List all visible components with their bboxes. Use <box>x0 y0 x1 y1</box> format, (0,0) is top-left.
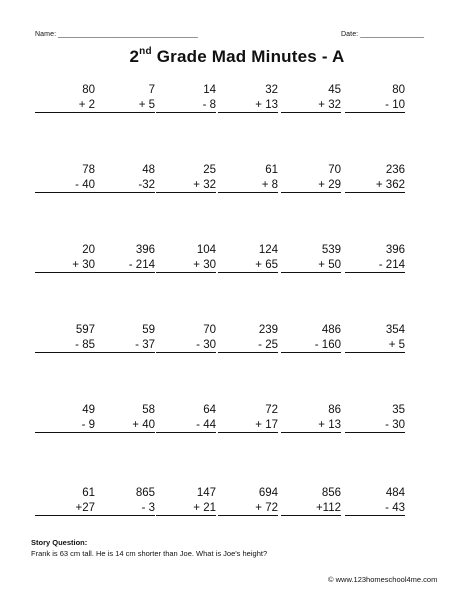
problem-bottom-operand: - 30 <box>345 418 405 434</box>
math-problem <box>281 403 341 433</box>
problem-top-number: 58 <box>142 404 155 416</box>
problem-top-number: 236 <box>385 164 405 176</box>
problem-top-number: 86 <box>328 404 341 416</box>
problem-top-number: 865 <box>135 487 155 499</box>
problem-bottom-operand: + 362 <box>345 178 405 194</box>
problem-bottom-operand: + 2 <box>35 98 95 114</box>
problem-bottom-operand: + 30 <box>156 258 216 274</box>
math-problem <box>35 403 95 433</box>
problem-top-number: 856 <box>321 487 341 499</box>
problem-top-number: 104 <box>196 244 216 256</box>
problem-bottom-operand: + 21 <box>156 501 216 517</box>
problem-bottom-operand: + 32 <box>156 178 216 194</box>
math-problem <box>35 486 95 516</box>
problem-bottom-operand: + 32 <box>281 98 341 114</box>
title-rest: Grade Mad Minutes - A <box>151 47 345 66</box>
problem-bottom-operand: - 40 <box>35 178 95 194</box>
math-problem <box>281 323 341 353</box>
problem-bottom-operand: + 8 <box>218 178 278 194</box>
problem-top-number: 48 <box>142 164 155 176</box>
math-problem <box>156 163 216 193</box>
problem-top-number: 239 <box>258 324 278 336</box>
problem-top-number: 49 <box>82 404 95 416</box>
problem-bottom-operand: - 3 <box>95 501 155 517</box>
math-problem <box>95 243 155 273</box>
story-label: Story Question: <box>31 538 88 547</box>
problem-top-number: 7 <box>148 84 155 96</box>
math-problem <box>35 83 95 113</box>
math-problem <box>156 486 216 516</box>
math-problem <box>345 163 405 193</box>
math-problem <box>35 163 95 193</box>
problem-top-number: 61 <box>265 164 278 176</box>
problem-bottom-operand: + 40 <box>95 418 155 434</box>
math-problem <box>95 83 155 113</box>
math-problem <box>281 163 341 193</box>
problem-bottom-operand: + 5 <box>345 338 405 354</box>
problem-bottom-operand: + 13 <box>218 98 278 114</box>
math-problem <box>345 83 405 113</box>
math-problem <box>345 403 405 433</box>
problem-top-number: 25 <box>203 164 216 176</box>
problem-top-number: 124 <box>258 244 278 256</box>
problem-top-number: 70 <box>203 324 216 336</box>
math-problem <box>35 243 95 273</box>
problem-top-number: 64 <box>203 404 216 416</box>
problem-top-number: 396 <box>135 244 155 256</box>
problem-top-number: 484 <box>385 487 405 499</box>
problem-bottom-operand: - 85 <box>35 338 95 354</box>
problem-top-number: 694 <box>258 487 278 499</box>
math-problem <box>345 243 405 273</box>
math-problem <box>281 83 341 113</box>
problem-bottom-operand: - 214 <box>345 258 405 274</box>
problem-bottom-operand: - 30 <box>156 338 216 354</box>
problem-bottom-operand: + 17 <box>218 418 278 434</box>
problem-top-number: 396 <box>385 244 405 256</box>
math-problem <box>156 83 216 113</box>
problem-bottom-operand: +112 <box>281 501 341 517</box>
math-problem <box>218 323 278 353</box>
problem-top-number: 20 <box>82 244 95 256</box>
problem-bottom-operand: - 214 <box>95 258 155 274</box>
math-problem <box>218 83 278 113</box>
problem-bottom-operand: + 13 <box>281 418 341 434</box>
math-problem <box>156 243 216 273</box>
problem-top-number: 14 <box>203 84 216 96</box>
story-question <box>31 537 267 559</box>
math-problem <box>281 243 341 273</box>
math-problem <box>218 403 278 433</box>
math-problem <box>281 486 341 516</box>
title-grade-number: 2 <box>129 47 140 66</box>
problem-top-number: 597 <box>75 324 95 336</box>
problem-bottom-operand: - 8 <box>156 98 216 114</box>
problem-bottom-operand: + 50 <box>281 258 341 274</box>
name-field: Name: ___________________________________ <box>35 31 198 38</box>
problem-top-number: 486 <box>321 324 341 336</box>
math-problem <box>345 486 405 516</box>
math-problem <box>95 163 155 193</box>
math-problem <box>95 403 155 433</box>
problem-top-number: 32 <box>265 84 278 96</box>
problem-top-number: 78 <box>82 164 95 176</box>
story-text: Frank is 63 cm tall. He is 14 cm shorter than Joe. What is Joe's height? <box>31 549 268 558</box>
problem-top-number: 45 <box>328 84 341 96</box>
problem-top-number: 61 <box>82 487 95 499</box>
problem-top-number: 35 <box>392 404 405 416</box>
math-problem <box>345 323 405 353</box>
problem-bottom-operand: -32 <box>95 178 155 194</box>
problem-top-number: 539 <box>321 244 341 256</box>
problem-top-number: 80 <box>392 84 405 96</box>
problem-top-number: 80 <box>82 84 95 96</box>
math-problem <box>95 486 155 516</box>
copyright-footer: © www.123homeschool4me.com <box>328 575 438 584</box>
problem-bottom-operand: - 160 <box>281 338 341 354</box>
math-problem <box>218 243 278 273</box>
problem-top-number: 72 <box>265 404 278 416</box>
math-problem <box>218 163 278 193</box>
math-problem <box>156 403 216 433</box>
math-problem <box>95 323 155 353</box>
problem-bottom-operand: + 30 <box>35 258 95 274</box>
problem-bottom-operand: - 25 <box>218 338 278 354</box>
problem-bottom-operand: - 37 <box>95 338 155 354</box>
math-problem <box>35 323 95 353</box>
problem-top-number: 59 <box>142 324 155 336</box>
problem-top-number: 354 <box>385 324 405 336</box>
problem-bottom-operand: - 44 <box>156 418 216 434</box>
problem-bottom-operand: + 5 <box>95 98 155 114</box>
title-grade-suffix: nd <box>139 46 152 57</box>
problem-bottom-operand: + 72 <box>218 501 278 517</box>
date-field: Date: ________________ <box>341 31 425 38</box>
problem-top-number: 70 <box>328 164 341 176</box>
math-problem <box>156 323 216 353</box>
problem-bottom-operand: - 43 <box>345 501 405 517</box>
math-problem <box>218 486 278 516</box>
problem-bottom-operand: - 9 <box>35 418 95 434</box>
problem-bottom-operand: + 65 <box>218 258 278 274</box>
problem-top-number: 147 <box>196 487 216 499</box>
problem-bottom-operand: + 29 <box>281 178 341 194</box>
problem-bottom-operand: - 10 <box>345 98 405 114</box>
problem-bottom-operand: +27 <box>35 501 95 517</box>
